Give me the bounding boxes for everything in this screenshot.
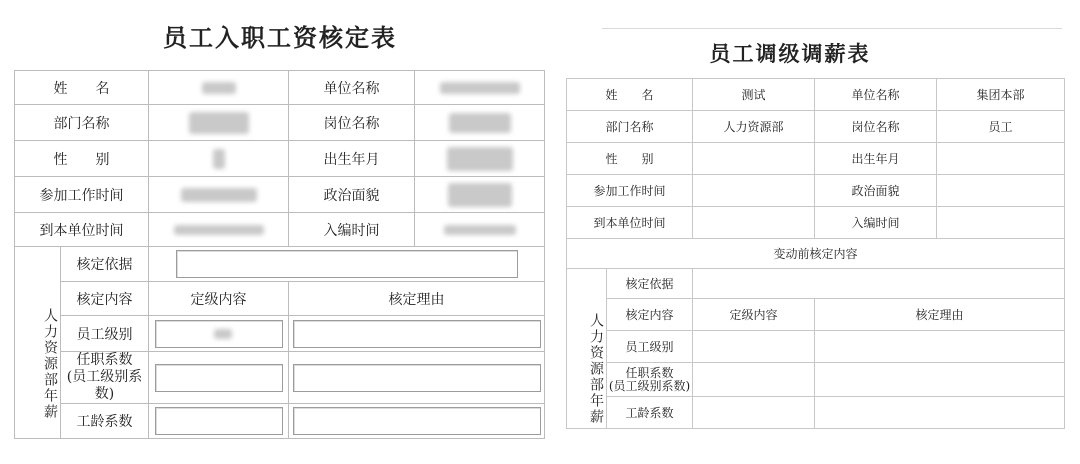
r-value-enroll xyxy=(937,207,1065,239)
employee-level-reason-cell xyxy=(289,316,545,352)
r-label-content: 核定内容 xyxy=(607,299,693,331)
seniority-input-cell xyxy=(149,404,289,439)
r-row-employee-level: 员工级别 xyxy=(607,331,693,363)
label-work-start: 参加工作时间 xyxy=(15,177,149,213)
label-gender: 性 别 xyxy=(15,141,149,177)
value-join-unit-redacted xyxy=(149,213,289,247)
value-gender-redacted xyxy=(149,141,289,177)
r-value-department: 人力资源部 xyxy=(693,111,815,143)
r-before-change-header: 变动前核定内容 xyxy=(567,239,1065,269)
row-position-coefficient: 任职系数 (员工级别系数) xyxy=(61,352,149,404)
label-basis: 核定依据 xyxy=(61,247,149,282)
r-header-reason: 核定理由 xyxy=(815,299,1065,331)
label-department: 部门名称 xyxy=(15,105,149,141)
label-content: 核定内容 xyxy=(61,282,149,316)
position-coefficient-input-cell xyxy=(149,352,289,404)
r-label-position: 岗位名称 xyxy=(815,111,937,143)
label-enroll: 入编时间 xyxy=(289,213,415,247)
basis-input[interactable] xyxy=(176,250,518,278)
r-employee-level-cell[interactable] xyxy=(693,331,815,363)
label-unit-name: 单位名称 xyxy=(289,71,415,105)
left-form-title: 员工入职工资核定表 xyxy=(163,23,397,52)
value-birth-redacted xyxy=(415,141,545,177)
r-employee-level-reason-cell[interactable] xyxy=(815,331,1065,363)
r-value-gender xyxy=(693,143,815,175)
position-coefficient-reason-cell xyxy=(289,352,545,404)
r-label-enroll: 入编时间 xyxy=(815,207,937,239)
r-label-gender: 性 别 xyxy=(567,143,693,175)
label-name: 姓 名 xyxy=(15,71,149,105)
value-work-start-redacted xyxy=(149,177,289,213)
right-form-table xyxy=(566,78,1065,429)
seniority-reason-cell xyxy=(289,404,545,439)
left-form-table xyxy=(14,70,545,439)
position-coefficient-reason-input[interactable] xyxy=(293,364,541,392)
r-value-unit-name: 集团本部 xyxy=(937,79,1065,111)
label-political: 政治面貌 xyxy=(289,177,415,213)
r-value-position: 员工 xyxy=(937,111,1065,143)
label-position: 岗位名称 xyxy=(289,105,415,141)
value-political-redacted xyxy=(415,177,545,213)
r-value-name: 测试 xyxy=(693,79,815,111)
r-basis-cell[interactable] xyxy=(693,269,1065,299)
header-level-content: 定级内容 xyxy=(149,282,289,316)
r-row-position-coefficient: 任职系数 (员工级别系数) xyxy=(607,363,693,397)
r-position-coefficient-reason-cell[interactable] xyxy=(815,363,1065,397)
r-label-join-unit: 到本单位时间 xyxy=(567,207,693,239)
seniority-reason-input[interactable] xyxy=(293,407,541,435)
value-enroll-redacted xyxy=(415,213,545,247)
label-join-unit: 到本单位时间 xyxy=(15,213,149,247)
label-birth: 出生年月 xyxy=(289,141,415,177)
r-label-birth: 出生年月 xyxy=(815,143,937,175)
row-seniority-coefficient: 工龄系数 xyxy=(61,404,149,439)
header-reason: 核定理由 xyxy=(289,282,545,316)
r-header-level-content: 定级内容 xyxy=(693,299,815,331)
employee-level-input[interactable] xyxy=(155,320,283,348)
r-label-department: 部门名称 xyxy=(567,111,693,143)
seniority-coefficient-input[interactable] xyxy=(155,407,283,435)
row-employee-level: 员工级别 xyxy=(61,316,149,352)
value-department-redacted xyxy=(149,105,289,141)
r-row-seniority-coefficient: 工龄系数 xyxy=(607,397,693,429)
r-label-unit-name: 单位名称 xyxy=(815,79,937,111)
r-label-basis: 核定依据 xyxy=(607,269,693,299)
value-name-redacted xyxy=(149,71,289,105)
r-position-coefficient-cell[interactable] xyxy=(693,363,815,397)
r-seniority-cell[interactable] xyxy=(693,397,815,429)
r-value-work-start xyxy=(693,175,815,207)
r-value-join-unit xyxy=(693,207,815,239)
r-label-political: 政治面貌 xyxy=(815,175,937,207)
right-form-title: 员工调级调薪表 xyxy=(709,41,871,66)
basis-input-cell xyxy=(149,247,545,282)
employee-level-input-cell xyxy=(149,316,289,352)
right-top-rule xyxy=(602,28,1062,29)
value-position-redacted xyxy=(415,105,545,141)
r-value-birth xyxy=(937,143,1065,175)
position-coefficient-input[interactable] xyxy=(155,364,283,392)
section-vertical-label: 人力资源部年薪 xyxy=(15,247,61,439)
r-section-vertical-label: 人力资源部年薪 xyxy=(567,269,607,429)
employee-level-reason-input[interactable] xyxy=(293,320,541,348)
r-label-name: 姓 名 xyxy=(567,79,693,111)
r-label-work-start: 参加工作时间 xyxy=(567,175,693,207)
value-unit-redacted xyxy=(415,71,545,105)
r-seniority-reason-cell[interactable] xyxy=(815,397,1065,429)
r-value-political xyxy=(937,175,1065,207)
